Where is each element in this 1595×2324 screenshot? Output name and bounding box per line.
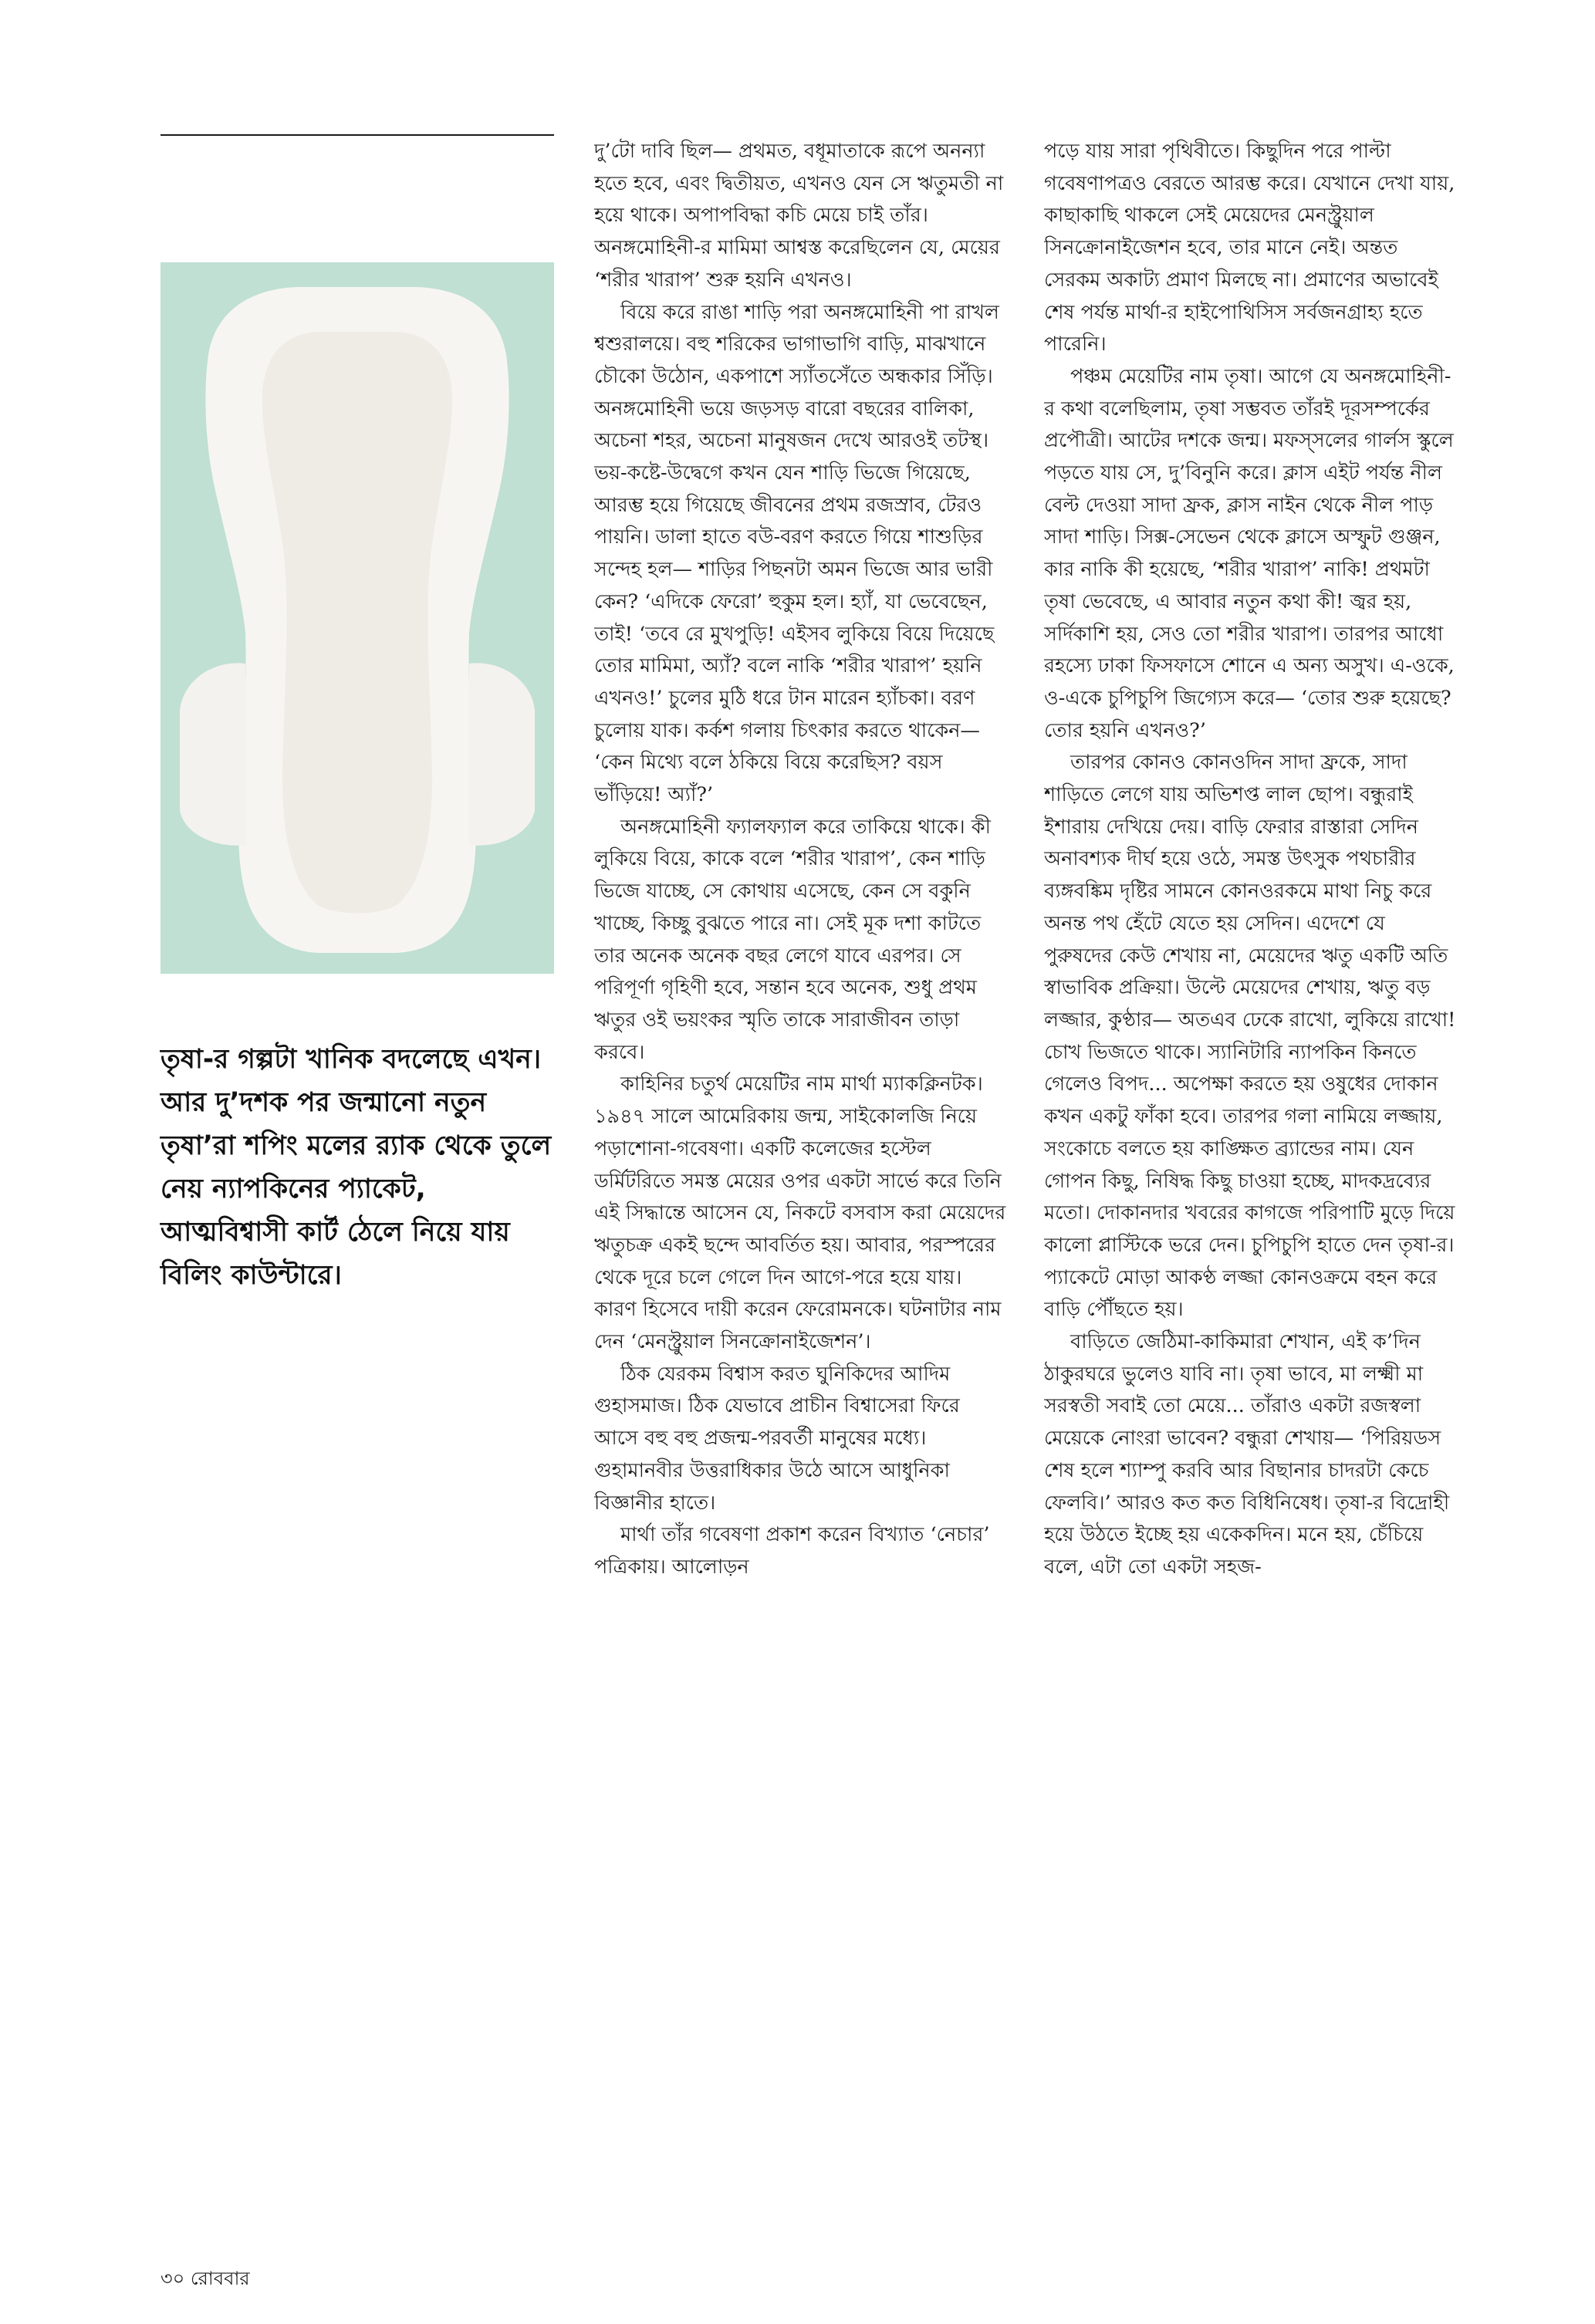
article-column-2 bbox=[594, 136, 1007, 2173]
pad-right-wing bbox=[469, 663, 535, 845]
paragraph: দু’টো দাবি ছিল— প্রথমত, বধূমাতাকে রূপে অনন্যা হতে হবে, এবং দ্বিতীয়ত, এখনও যেন সে ঋতুমতী না হয়ে থাকে। অপাপবিদ্ধা কচি মেয়ে চাই তাঁর। অনঙ্গমোহিনী-র মামিমা আশ্বস্ত করেছিলেন যে, মেয়ের ‘শরীর খারাপ’ শুরু হয়নি এখনও। bbox=[594, 140, 1004, 292]
pad-core bbox=[262, 332, 452, 914]
paragraph: বাড়িতে জেঠিমা-কাকিমারা শেখান, এই ক’দিন ঠাকুরঘরে ভুলেও যাবি না। তৃষা ভাবে, মা লক্ষ্মী মা সরস্বতী সবাই তো মেয়ে... তাঁরাও একটা রজস্বলা মেয়েকে নোংরা ভাবেন? বন্ধুরা শেখায়— ‘পিরিয়ডস শেষ হলে শ্যাম্পু করবি আর বিছানার চাদরটা কেচে ফেলবি।’ আরও কত কত বিধিনিষেধ। তৃষা-র বিদ্রোহী হয়ে উঠতে ইচ্ছে হয় একেকদিন। মনে হয়, চেঁচিয়ে বলে, এটা তো একটা সহজ- bbox=[1044, 1330, 1450, 1579]
paragraph: পড়ে যায় সারা পৃথিবীতে। কিছুদিন পরে পাল্টা গবেষণাপত্রও বেরতে আরম্ভ করে। যেখানে দেখা যায়, কাছাকাছি থাকলে সেই মেয়েদের মেনস্ট্রুয়াল সিনক্রোনাইজেশন হবে, তার মানে নেই। অন্তত সেরকম অকাট্য প্রমাণ মিলছে না। প্রমাণের অভাবেই শেষ পর্যন্ত মার্থা-র হাইপোথিসিস সর্বজনগ্রাহ্য হতে পারেনি। bbox=[1044, 140, 1455, 356]
paragraph: কাহিনির চতুর্থ মেয়েটির নাম মার্থা ম্যাকক্লিনটক। ১৯৪৭ সালে আমেরিকায় জন্ম, সাইকোলজি নিয়ে পড়াশোনা-গবেষণা। একটি কলেজের হস্টেল ডর্মিটরিতে সমস্ত মেয়ের ওপর একটা সার্ভে করে তিনি এই সিদ্ধান্তে আসেন যে, নিকটে বসবাস করা মেয়েদের ঋতুচক্র একই ছন্দে আবর্তিত হয়। আবার, পরস্পরের থেকে দূরে চলে গেলে দিন আগে-পরে হয়ে যায়। কারণ হিসেবে দায়ী করেন ফেরোমনকে। ঘটনাটার নাম দেন ‘মেনস্ট্রুয়াল সিনক্রোনাইজেশন’। bbox=[594, 1072, 1006, 1354]
sanitary-napkin-image bbox=[161, 262, 554, 974]
paragraph: অনঙ্গমোহিনী ফ্যালফ্যাল করে তাকিয়ে থাকে। কী লুকিয়ে বিয়ে, কাকে বলে ‘শরীর খারাপ’, কেন শাড়ি ভিজে যাচ্ছে, সে কোথায় এসেছে, কেন সে বকুনি খাচ্ছে, কিচ্ছু বুঝতে পারে না। সেই মূক দশা কাটতে তার অনেক অনেক বছর লেগে যাবে এরপর। সে পরিপূর্ণা গৃহিণী হবে, সন্তান হবে অনেক, শুধু প্রথম ঋতুর ওই ভয়ংকর স্মৃতি তাকে সারাজীবন তাড়া করবে। bbox=[594, 815, 991, 1064]
paragraph: মার্থা তাঁর গবেষণা প্রকাশ করেন বিখ্যাত ‘নেচার’ পত্রিকায়। আলোড়ন bbox=[594, 1523, 990, 1579]
top-rule bbox=[161, 134, 554, 136]
pad-left-wing bbox=[180, 663, 245, 845]
pull-quote: তৃষা-র গল্পটা খানিক বদলেছে এখন। আর দু’দশক পর জন্মানো নতুন তৃষা’রা শপিং মলের র‍্যাক থেকে তুলে নেয় ন্যাপকিনের প্যাকেট, আত্মবিশ্বাসী কার্ট ঠেলে নিয়ে যায় বিলিং কাউন্টারে। bbox=[161, 1044, 552, 1291]
page-folio: ৩০ রোববার bbox=[161, 2268, 250, 2289]
paragraph: বিয়ে করে রাঙা শাড়ি পরা অনঙ্গমোহিনী পা রাখল শ্বশুরালয়ে। বহু শরিকের ভাগাভাগি বাড়ি, মাঝখানে চৌকো উঠোন, একপাশে স্যাঁতসেঁতে অন্ধকার সিঁড়ি। অনঙ্গমোহিনী ভয়ে জড়সড় বারো বছরের বালিকা, অচেনা শহর, অচেনা মানুষজন দেখে আরওই তটস্থ। ভয়-কষ্টে-উদ্বেগে কখন যেন শাড়ি ভিজে গিয়েছে, আরম্ভ হয়ে গিয়েছে জীবনের প্রথম রজস্রাব, টেরও পায়নি। ডালা হাতে বউ-বরণ করতে গিয়ে শাশুড়ির সন্দেহ হল— শাড়ির পিছনটা অমন ভিজে আর ভারী কেন? ‘এদিকে ফেরো’ হুকুম হল। হ্যাঁ, যা ভেবেছেন, তাই! ‘তবে রে মুখপুড়ি! এইসব লুকিয়ে বিয়ে দিয়েছে তোর মামিমা, অ্যাঁ? বলে নাকি ‘শরীর খারাপ’ হয়নি এখনও!’ চুলের মুঠি ধরে টান মারেন হ্যাঁচকা। বরণ চুলোয় যাক। কর্কশ গলায় চিৎকার করতে থাকেন— ‘কেন মিথ্যে বলে ঠকিয়ে বিয়ে করেছিস? বয়স ভাঁড়িয়ে! অ্যাঁ?’ bbox=[594, 300, 999, 807]
paragraph: পঞ্চম মেয়েটির নাম তৃষা। আগে যে অনঙ্গমোহিনী-র কথা বলেছিলাম, তৃষা সম্ভবত তাঁরই দূরসম্পর্কের প্রপৌত্রী। আটের দশকে জন্ম। মফস্সলের গার্লস স্কুলে পড়তে যায় সে, দু’বিনুনি করে। ক্লাস এইট পর্যন্ত নীল বেল্ট দেওয়া সাদা ফ্রক, ক্লাস নাইন থেকে নীল পাড় সাদা শাড়ি। সিক্স-সেভেন থেকে ক্লাসে অস্ফুট গুঞ্জন, কার নাকি কী হয়েছে, ‘শরীর খারাপ’ নাকি! প্রথমটা তৃষা ভেবেছে, এ আবার নতুন কথা কী! জ্বর হয়, সর্দিকাশি হয়, সেও তো শরীর খারাপ। তারপর আধো রহস্যে ঢাকা ফিসফাসে শোনে এ অন্য অসুখ। এ-ওকে, ও-একে চুপিচুপি জিগ্যেস করে— ‘তোর শুরু হয়েছে? তোর হয়নি এখনও?’ bbox=[1044, 364, 1455, 742]
paragraph: ঠিক যেরকম বিশ্বাস করত ঘুনিকিদের আদিম গুহাসমাজ। ঠিক যেভাবে প্রাচীন বিশ্বাসেরা ফিরে আসে বহু বহু প্রজন্ম-পরবর্তী মানুষের মধ্যে। গুহামানবীর উত্তরাধিকার উঠে আসে আধুনিকা বিজ্ঞানীর হাতে। bbox=[594, 1362, 960, 1515]
article-column-3 bbox=[1044, 136, 1457, 2173]
sanitary-napkin-photo bbox=[161, 262, 554, 974]
paragraph: তারপর কোনও কোনওদিন সাদা ফ্রকে, সাদা শাড়িতে লেগে যায় অভিশপ্ত লাল ছোপ। বন্ধুরাই ইশারায় দেখিয়ে দেয়। বাড়ি ফেরার রাস্তারা সেদিন অনাবশ্যক দীর্ঘ হয়ে ওঠে, সমস্ত উৎসুক পথচারীর ব্যঙ্গবঙ্কিম দৃষ্টির সামনে কোনওরকমে মাথা নিচু করে অনন্ত পথ হেঁটে যেতে হয় সেদিন। এদেশে যে পুরুষদের কেউ শেখায় না, মেয়েদের ঋতু একটি অতি স্বাভাবিক প্রক্রিয়া। উল্টে মেয়েদের শেখায়, ঋতু বড় লজ্জার, কুণ্ঠার— অতএব ঢেকে রাখো, লুকিয়ে রাখো! চোখ ভিজতে থাকে। স্যানিটারি ন্যাপকিন কিনতে গেলেও বিপদ... অপেক্ষা করতে হয় ওষুধের দোকান কখন একটু ফাঁকা হবে। তারপর গলা নামিয়ে লজ্জায়, সংকোচে বলতে হয় কাঙ্ক্ষিত ব্র্যান্ডের নাম। যেন গোপন কিছু, নিষিদ্ধ কিছু চাওয়া হচ্ছে, মাদকদ্রব্যের মতো। দোকানদার খবরের কাগজে পরিপাটি মুড়ে দিয়ে কালো প্লাস্টিকে ভরে দেন। চুপিচুপি হাতে দেন তৃষা-র। প্যাকেটে মোড়া আকণ্ঠ লজ্জা কোনওক্রমে বহন করে বাড়ি পৌঁছতে হয়। bbox=[1044, 751, 1456, 1322]
